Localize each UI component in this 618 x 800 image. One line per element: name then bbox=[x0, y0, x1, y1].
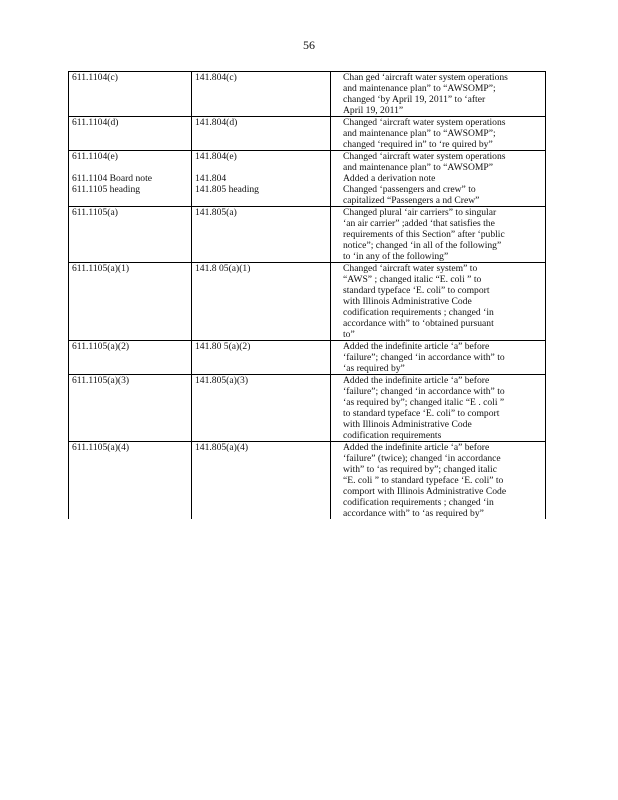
changes-cell bbox=[331, 151, 546, 207]
derivation-table-body bbox=[69, 72, 546, 520]
changes-cell bbox=[331, 207, 546, 263]
table-row bbox=[69, 341, 546, 375]
federal-source-cell bbox=[192, 117, 331, 151]
cell-line: 141.8 05(a)(1) bbox=[195, 263, 251, 274]
cell-line: ‘failure”; changed ‘in accordance with” to bbox=[343, 352, 505, 363]
cell-line: 611.1105(a)(4) bbox=[72, 442, 130, 453]
cell-line: accordance with” to ‘as required by” bbox=[343, 508, 484, 519]
cell-line: changed ‘by April 19, 2011” to ‘after bbox=[343, 94, 486, 105]
illinois-section-cell bbox=[69, 442, 192, 520]
cell-line: ‘failure”; changed ‘in accordance with” to bbox=[343, 386, 505, 397]
federal-source-cell bbox=[192, 151, 331, 207]
table-row bbox=[69, 72, 546, 117]
cell-line: ‘as required by”; changed italic “E . coli ” bbox=[343, 397, 505, 408]
cell-line: and maintenance plan” to “AWSOMP”; bbox=[343, 83, 496, 94]
changes-cell bbox=[331, 375, 546, 442]
changes-cell bbox=[331, 72, 546, 117]
changes-cell bbox=[331, 263, 546, 341]
illinois-section-cell bbox=[69, 263, 192, 341]
cell-line: codification requirements bbox=[343, 430, 442, 441]
illinois-section-cell bbox=[69, 341, 192, 375]
cell-line: to ‘in any of the following” bbox=[343, 251, 449, 262]
federal-source-cell bbox=[192, 442, 331, 520]
cell-line: comport with Illinois Administrative Code bbox=[343, 486, 507, 497]
cell-line: 611.1105(a)(1) bbox=[72, 263, 130, 274]
cell-line: 141.805 heading bbox=[195, 184, 259, 195]
federal-source-cell bbox=[192, 375, 331, 442]
cell-line: codification requirements ; changed ‘in bbox=[343, 497, 494, 508]
federal-source-cell bbox=[192, 207, 331, 263]
cell-line: to” bbox=[343, 329, 355, 340]
federal-source-cell bbox=[192, 263, 331, 341]
illinois-section-cell bbox=[69, 151, 192, 207]
cell-line: Added the indefinite article ‘a” before bbox=[343, 341, 490, 352]
table-row bbox=[69, 442, 546, 520]
cell-line: 611.1104(c) bbox=[72, 72, 118, 83]
cell-line: notice”; changed ‘in all of the following” bbox=[343, 240, 502, 251]
cell-line: to standard typeface ‘E. coli” to comport bbox=[343, 408, 500, 419]
illinois-section-cell bbox=[69, 207, 192, 263]
illinois-section-cell bbox=[69, 117, 192, 151]
cell-line: Changed ‘aircraft water system operations bbox=[343, 151, 506, 162]
cell-line: Changed ‘aircraft water system operations bbox=[343, 117, 506, 128]
cell-line: changed ‘required in” to ‘re quired by” bbox=[343, 139, 493, 150]
cell-line: 141.804(d) bbox=[195, 117, 238, 128]
cell-line: 141.80 5(a)(2) bbox=[195, 341, 251, 352]
cell-line: with Illinois Administrative Code bbox=[343, 296, 472, 307]
federal-source-cell bbox=[192, 341, 331, 375]
cell-line: 611.1104(d) bbox=[72, 117, 119, 128]
cell-line: Changed plural ‘air carriers” to singular bbox=[343, 207, 497, 218]
cell-line: Chan ged ‘aircraft water system operations bbox=[343, 72, 508, 83]
cell-line: capitalized “Passengers a nd Crew” bbox=[343, 195, 480, 206]
illinois-section-cell bbox=[69, 375, 192, 442]
cell-line: 141.804 bbox=[195, 173, 227, 184]
cell-line: requirements of this Section” after ‘public bbox=[343, 229, 505, 240]
cell-line: 611.1105(a)(3) bbox=[72, 375, 130, 386]
illinois-section-cell bbox=[69, 72, 192, 117]
changes-cell bbox=[331, 117, 546, 151]
cell-line: “AWS” ; changed italic “E. coli ” to bbox=[343, 274, 482, 285]
cell-line: accordance with” to ‘obtained pursuant bbox=[343, 318, 494, 329]
cell-line: ‘failure” (twice); changed ‘in accordance bbox=[343, 453, 501, 464]
cell-line: Added the indefinite article ‘a” before bbox=[343, 442, 490, 453]
changes-cell bbox=[331, 341, 546, 375]
federal-source-cell bbox=[192, 72, 331, 117]
cell-line: 141.805(a) bbox=[195, 207, 237, 218]
cell-line: standard typeface ‘E. coli” to comport bbox=[343, 285, 490, 296]
page-number: 56 bbox=[303, 38, 315, 52]
cell-line: ‘as required by” bbox=[343, 363, 405, 374]
table-row bbox=[69, 207, 546, 263]
cell-line: 141.805(a)(3) bbox=[195, 375, 249, 386]
changes-cell bbox=[331, 442, 546, 520]
cell-line: 611.1105(a) bbox=[72, 207, 118, 218]
cell-line: ‘an air carrier” ;added ‘that satisfies the bbox=[343, 218, 495, 229]
cell-line: Added a derivation note bbox=[343, 173, 436, 184]
cell-line: 611.1104(e) bbox=[72, 151, 118, 162]
table-row bbox=[69, 263, 546, 341]
cell-line: 611.1105 heading bbox=[72, 184, 141, 195]
cell-line: 141.804(c) bbox=[195, 72, 237, 83]
cell-line: and maintenance plan” to “AWSOMP” bbox=[343, 162, 494, 173]
table-row bbox=[69, 375, 546, 442]
cell-line: 611.1104 Board note bbox=[72, 173, 153, 184]
derivation-table bbox=[68, 71, 546, 519]
cell-line: with Illinois Administrative Code bbox=[343, 419, 472, 430]
cell-line: 611.1105(a)(2) bbox=[72, 341, 130, 352]
cell-line: “E. coli ” to standard typeface ‘E. coli” to bbox=[343, 475, 504, 486]
cell-line bbox=[72, 162, 188, 173]
cell-line: 141.805(a)(4) bbox=[195, 442, 249, 453]
cell-line: with” to ‘as required by”; changed italic bbox=[343, 464, 497, 475]
cell-line: codification requirements ; changed ‘in bbox=[343, 307, 494, 318]
cell-line: 141.804(e) bbox=[195, 151, 237, 162]
table-row bbox=[69, 117, 546, 151]
cell-line: Changed ‘passengers and crew” to bbox=[343, 184, 476, 195]
cell-line: Changed ‘aircraft water system” to bbox=[343, 263, 478, 274]
cell-line bbox=[195, 162, 327, 173]
cell-line: and maintenance plan” to “AWSOMP”; bbox=[343, 128, 496, 139]
cell-line: Added the indefinite article ‘a” before bbox=[343, 375, 490, 386]
cell-line: April 19, 2011” bbox=[343, 105, 404, 116]
table-row bbox=[69, 151, 546, 207]
